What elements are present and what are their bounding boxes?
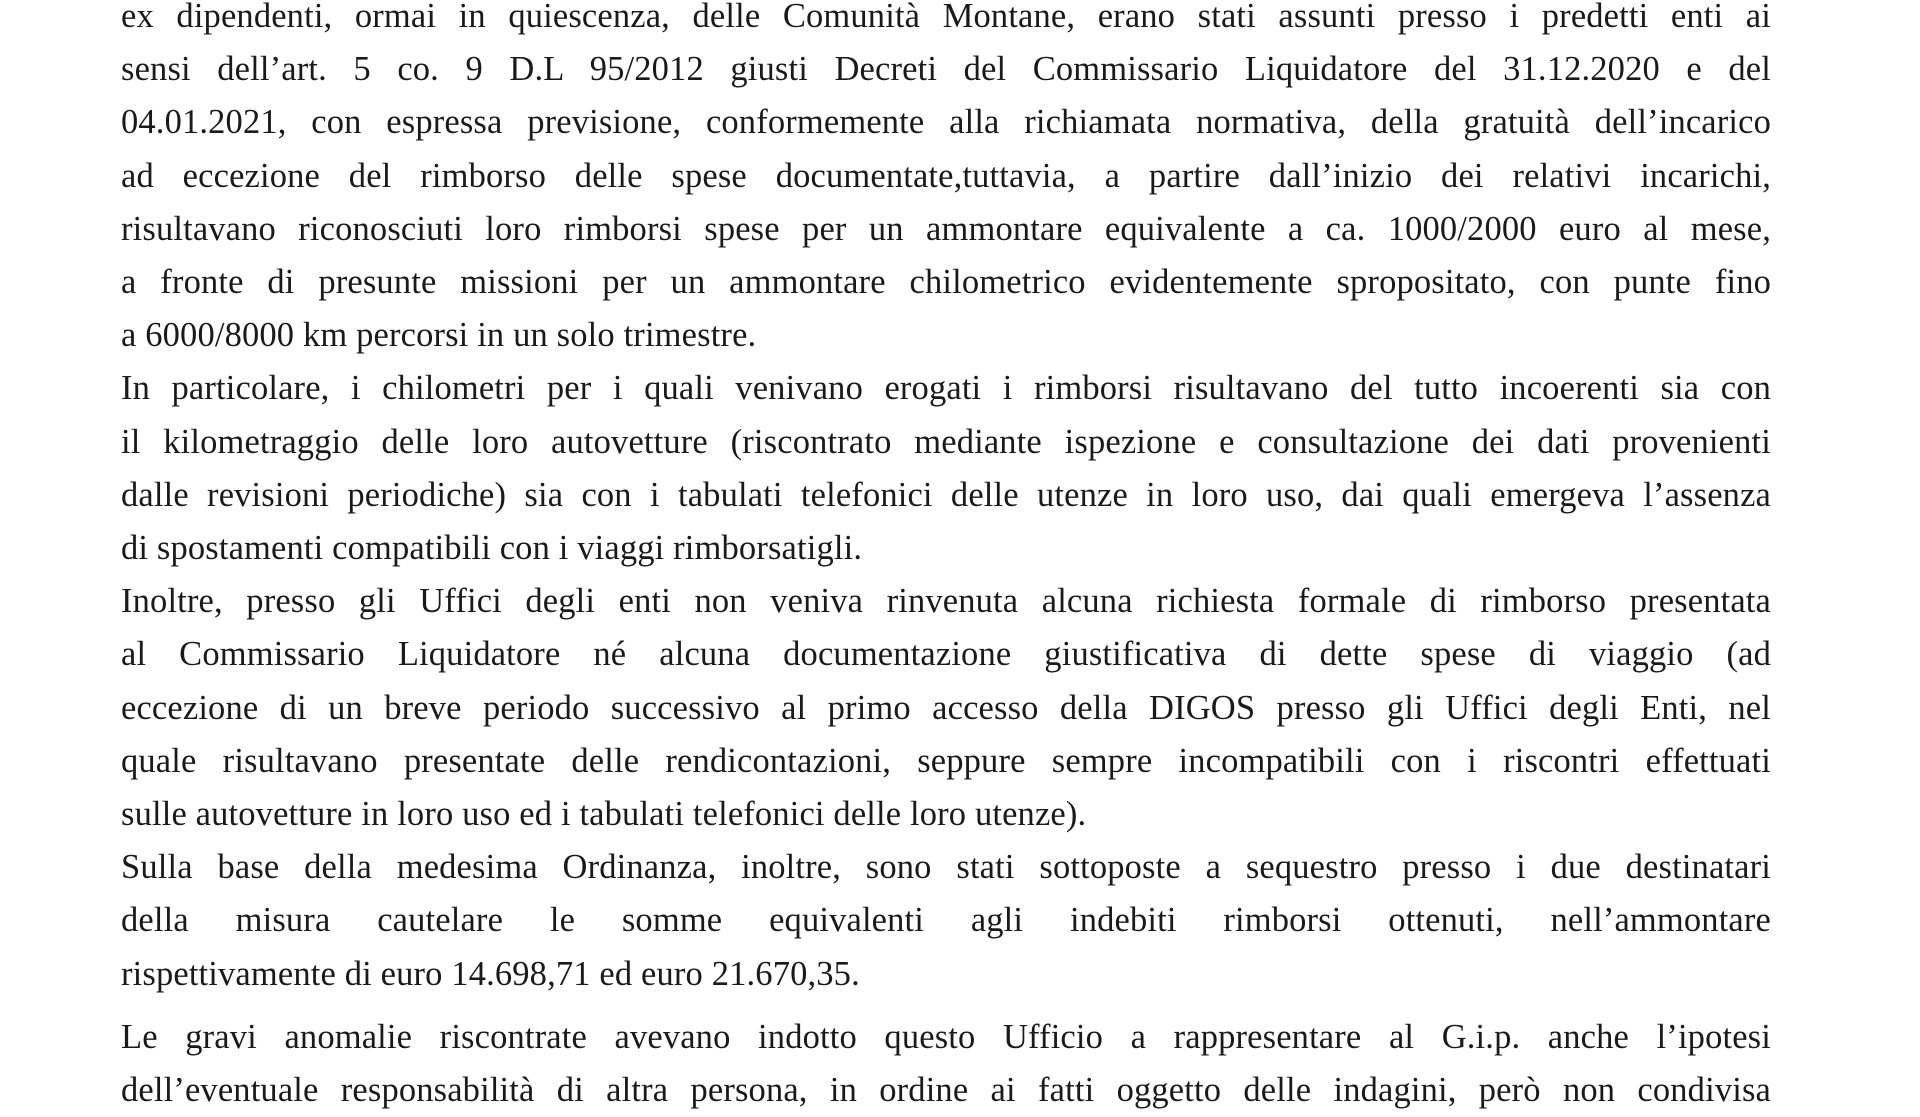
text-line: della misura cautelare le somme equivalenti agli indebiti rimborsi ottenuti, nell’ammontare (121, 901, 1771, 940)
text-line: a fronte di presunte missioni per un ammontare chilometrico evidentemente spropositato, con punte fino (121, 263, 1771, 302)
text-line: di spostamenti compatibili con i viaggi rimborsatigli. (121, 529, 863, 568)
paragraph-seizure (121, 841, 1771, 1001)
text-line: ad eccezione del rimborso delle spese documentate,tuttavia, a partire dall’inizio dei relativi incarichi, (121, 156, 1771, 195)
text-line: dalle revisioni periodiche) sia con i tabulati telefonici delle utenze in loro uso, dai quali emergeva l’assenza (121, 475, 1771, 514)
text-line: sulle autovetture in loro uso ed i tabulati telefonici delle loro utenze). (121, 795, 1087, 834)
paragraph-mileage-inconsistency (121, 362, 1771, 575)
text-line: Le gravi anomalie riscontrate avevano indotto questo Ufficio a rappresentare al G.i.p. anche l’ipotesi (121, 1017, 1771, 1056)
text-line: In particolare, i chilometri per i quali venivano erogati i rimborsi risultavano del tutto incoerenti sia con (121, 369, 1771, 408)
text-line: ex dipendenti, ormai in quiescenza, delle Comunità Montane, erano stati assunti presso i predetti enti ai (121, 0, 1771, 35)
text-line: rispettivamente di euro 14.698,71 ed euro 21.670,35. (121, 954, 860, 993)
paragraph-reimbursement-background (121, 0, 1771, 362)
document-body (121, 0, 1771, 1117)
text-line: il kilometraggio delle loro autovetture (riscontrato mediante ispezione e consultazione dei dati provenienti (121, 422, 1771, 461)
text-line: eccezione di un breve periodo successivo al primo accesso della DIGOS presso gli Uffici degli Enti, nel (121, 688, 1771, 727)
paragraph-missing-documentation (121, 575, 1771, 841)
text-line: quale risultavano presentate delle rendicontazioni, seppure sempre incompatibili con i riscontri effettuati (121, 741, 1771, 780)
text-line: 04.01.2021, con espressa previsione, conformemente alla richiamata normativa, della gratuità dell’incarico (121, 103, 1771, 142)
text-line: dell’eventuale responsabilità di altra persona, in ordine ai fatti oggetto delle indagini, però non condivisa (121, 1071, 1771, 1110)
text-line: al Commissario Liquidatore né alcuna documentazione giustificativa di dette spese di viaggio (ad (121, 635, 1771, 674)
text-line: Inoltre, presso gli Uffici degli enti non veniva rinvenuta alcuna richiesta formale di rimborso presentata (121, 582, 1771, 621)
text-line: a 6000/8000 km percorsi in un solo trimestre. (121, 316, 757, 355)
paragraph-other-responsibility (121, 1011, 1771, 1117)
text-line: risultavano riconosciuti loro rimborsi spese per un ammontare equivalente a ca. 1000/2000 euro al mese, (121, 209, 1771, 248)
text-line: Sulla base della medesima Ordinanza, inoltre, sono stati sottoposte a sequestro presso i due destinatari (121, 848, 1771, 887)
text-line: sensi dell’art. 5 co. 9 D.L 95/2012 giusti Decreti del Commissario Liquidatore del 31.12.2020 e del (121, 50, 1771, 89)
